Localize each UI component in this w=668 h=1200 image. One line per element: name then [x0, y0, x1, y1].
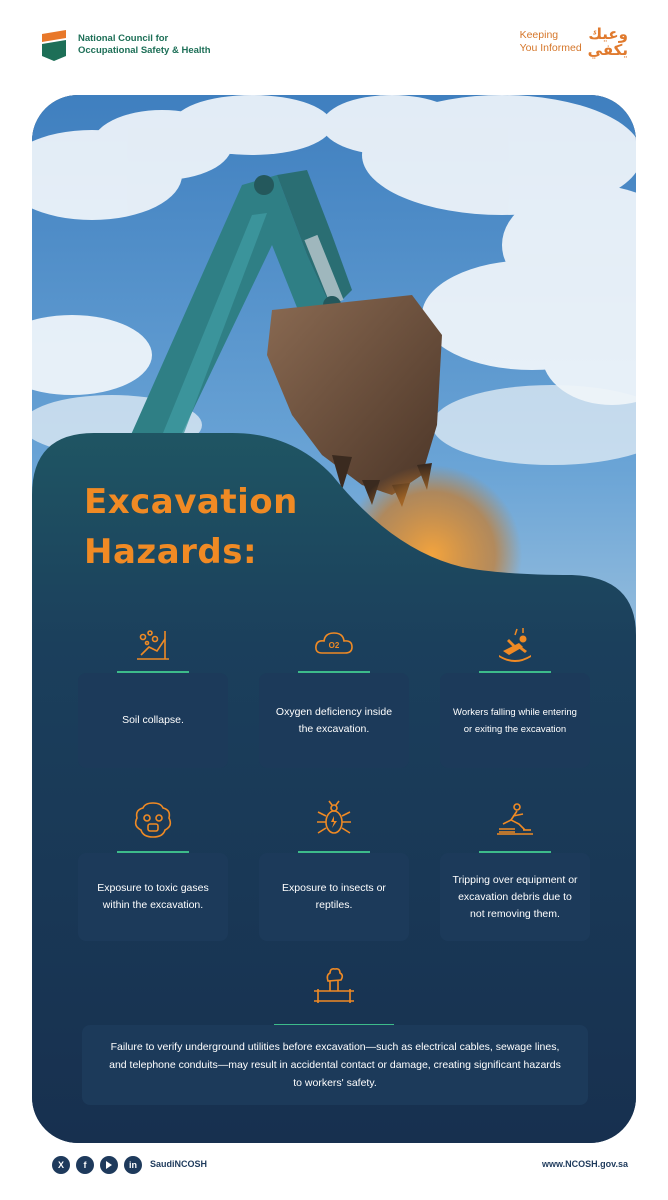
hazard-text-box	[78, 673, 228, 768]
x-icon[interactable]: X	[52, 1156, 70, 1174]
org-name-line2: Occupational Safety & Health	[78, 45, 211, 56]
utilities-hazard-text: Failure to verify underground utilities before excavation—such as electrical cables, sewage lines, and telephone conduits—may result in accidental contact or damage, creating significant hazards to workers' safety.	[109, 1041, 561, 1089]
campaign-tagline	[520, 29, 582, 55]
svg-text:O2: O2	[328, 641, 340, 650]
arabic-line2: يكفي	[587, 41, 628, 59]
arabic-line1: وعيك	[588, 25, 628, 43]
soil-collapse-icon	[131, 625, 175, 665]
hazard-text: Tripping over equipment or excavation debris due to not removing them.	[452, 873, 578, 920]
hazard-text-box	[78, 853, 228, 941]
campaign-logo	[520, 26, 628, 58]
linkedin-icon[interactable]: in	[124, 1156, 142, 1174]
hazard-text: Oxygen deficiency inside the excavation.	[275, 705, 393, 735]
ncosh-logo-icon	[40, 28, 70, 62]
utilities-hazard-box	[82, 1025, 588, 1105]
hazard-text-box	[259, 853, 409, 941]
hazard-text: Exposure to toxic gases within the excavation.	[97, 882, 209, 911]
infographic-card	[32, 95, 636, 1143]
org-name-line1: National Council for	[78, 33, 169, 44]
hazard-text-box	[440, 673, 590, 768]
hazard-text-box	[259, 673, 409, 768]
play-triangle-icon	[105, 1161, 113, 1169]
tagline-line2: You Informed	[519, 42, 582, 54]
oxygen-cloud-icon	[312, 625, 356, 665]
hazard-text: Soil collapse.	[122, 714, 184, 726]
website-link[interactable]: www.NCOSH.gov.sa	[541, 1159, 628, 1169]
hazard-text: Exposure to insects or reptiles.	[282, 882, 386, 911]
hazard-text-box	[440, 853, 590, 941]
footer	[0, 1150, 668, 1180]
insect-icon	[312, 800, 356, 840]
toxic-gas-mask-icon	[131, 800, 175, 840]
youtube-icon[interactable]	[100, 1156, 118, 1174]
page-title	[84, 477, 298, 577]
ncosh-logo[interactable]	[40, 28, 211, 62]
title-line1: Excavation	[84, 482, 298, 522]
broken-pipe-icon	[312, 965, 356, 1007]
header	[0, 0, 668, 90]
social-handle[interactable]: SaudiNCOSH	[150, 1159, 208, 1169]
title-line2: Hazards:	[84, 532, 258, 572]
org-name	[78, 33, 211, 57]
facebook-icon[interactable]: f	[76, 1156, 94, 1174]
tagline-line1: Keeping	[519, 29, 559, 41]
worker-falling-icon	[493, 625, 537, 665]
hazard-text: Workers falling while entering or exiting the excavation	[453, 706, 577, 735]
tripping-worker-icon	[493, 800, 537, 840]
arabic-campaign-text	[588, 26, 628, 58]
